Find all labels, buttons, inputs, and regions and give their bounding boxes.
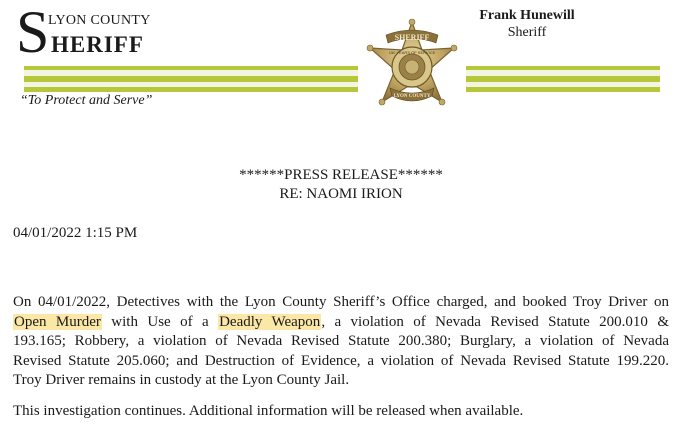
- body-line-2-part: with Use of a: [101, 313, 219, 330]
- logo-county-name: LYON COUNTY: [48, 13, 151, 28]
- logo-sheriff-word: HERIFF: [51, 32, 144, 57]
- header-stripes-right: [466, 66, 660, 96]
- sheriff-star-badge-icon: [362, 18, 462, 124]
- release-datetime: 04/01/2022 1:15 PM: [13, 225, 138, 241]
- logo-initial: S: [16, 0, 49, 65]
- badge-ring-text: 150 YEARS OF SERVICE: [388, 50, 436, 55]
- badge-top-text: SHERIFF: [394, 33, 430, 42]
- body-line-2: [13, 313, 669, 333]
- release-body-paragraph: [13, 293, 669, 391]
- body-line-2-tail: , a violation of Nevada Revised Statute 200.010 &: [321, 313, 669, 330]
- body-line-4: Revised Statute 205.060; and Destruction of Evidence, a violation of Nevada Revised Statute 199.220.: [13, 352, 669, 369]
- press-release-subject: RE: NAOMI IRION: [279, 186, 403, 202]
- body-line-5: Troy Driver remains in custody at the Lyon County Jail.: [13, 372, 350, 388]
- body-line-1: On 04/01/2022, Detectives with the Lyon County Sheriff’s Office charged, and booked Troy Driver on: [13, 294, 669, 310]
- release-closing-note: This investigation continues. Additional information will be released when available.: [13, 403, 524, 419]
- sheriff-name: Frank Hunewill: [479, 8, 575, 23]
- press-release-title: ******PRESS RELEASE******: [239, 167, 443, 183]
- highlight-deadly-weapon: Deadly Weapon: [219, 313, 321, 330]
- highlight-charge-murder: Open Murder: [14, 313, 101, 330]
- body-line-3: 193.165; Robbery, a violation of Nevada Revised Statute 200.380; Burglary, a violation of Nevada: [13, 333, 669, 349]
- sheriff-title: Sheriff: [507, 25, 547, 40]
- badge-bottom-text: LYON COUNTY: [393, 94, 431, 99]
- header-stripes-left: [24, 66, 358, 96]
- department-motto: “To Protect and Serve”: [20, 93, 153, 108]
